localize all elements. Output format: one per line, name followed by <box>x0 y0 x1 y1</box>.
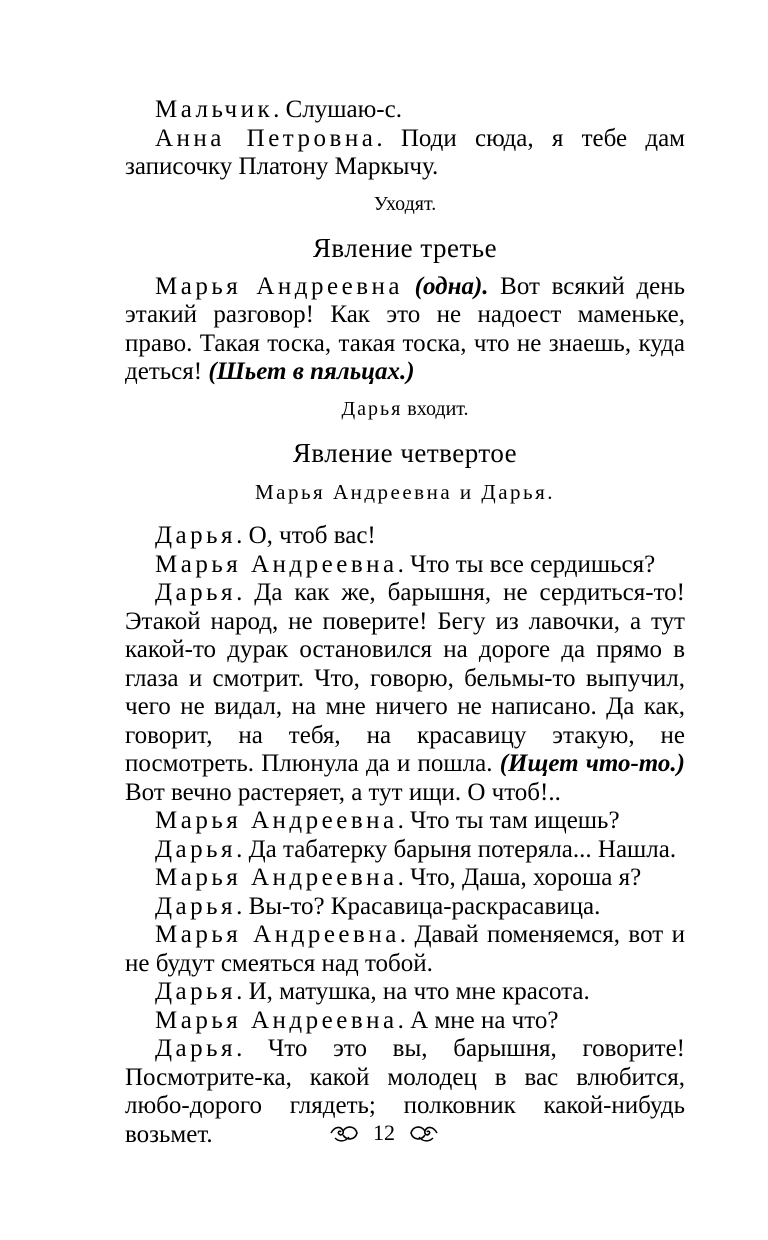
speaker: Дарья <box>155 892 237 920</box>
speaker: Дарья <box>155 579 237 606</box>
line-2 <box>125 125 685 182</box>
replica: . Поди сюда, я тебе дам записочку Платону Маркычу. <box>125 124 685 180</box>
replica: . Что это вы, барышня, говорите! Посмотрите-ка, какой молодец в вас влюбится, любо-дорого глядеть; полковник какой-нибудь возьмет. <box>125 1035 685 1148</box>
page-number: 12 <box>373 1120 395 1145</box>
ornament-icon <box>409 1122 439 1144</box>
speaker: Марья Андреевна <box>155 921 400 948</box>
replica: . Вы-то? Красавица-раскрасавица. <box>236 892 601 920</box>
replica: . Что ты все сердишься? <box>397 550 656 578</box>
stage-remark: (одна). <box>403 272 489 300</box>
replica: Вот всякий день этакий разговор! Как это не надоест маменьке, право. Такая тоска, такая тоска, что не знаешь, куда деться! <box>125 272 686 385</box>
stage-remark: (Шьет в пяльцах.) <box>208 358 415 385</box>
replica: . А мне на что? <box>397 1006 559 1034</box>
replica: . И, матушка, на что мне красота. <box>236 978 590 1005</box>
replica: Вот вечно растеряет, а тут ищи. О чтоб!.. <box>125 778 561 806</box>
line-8 <box>125 836 685 865</box>
speaker: Марья Андреевна <box>155 1006 398 1034</box>
speaker: Марья Андреевна <box>155 550 398 578</box>
speaker: Дарья <box>155 522 237 549</box>
speaker: Марья Андреевна <box>155 272 404 300</box>
replica: . Что ты там ищешь? <box>397 807 620 834</box>
scene-title: Явление четвертое <box>292 438 518 468</box>
line-1 <box>125 96 685 125</box>
line-7 <box>125 807 685 836</box>
scene-title: Явление третье <box>312 233 498 263</box>
line-11 <box>125 921 685 978</box>
replica: . Что, Даша, хороша я? <box>397 864 642 891</box>
replica: . Слушаю-с. <box>273 96 402 123</box>
ornament-icon <box>329 1122 359 1144</box>
line-6 <box>125 579 685 807</box>
stage-direction <box>125 395 685 424</box>
replica: . О, чтоб вас! <box>236 522 376 549</box>
line-9 <box>125 864 685 893</box>
page-footer <box>0 1120 768 1146</box>
line-10 <box>125 893 685 922</box>
line-13 <box>125 1007 685 1036</box>
replica: . Давай поменяемся, вот и не будут смеяться над тобой. <box>125 921 685 977</box>
page-text <box>125 96 685 1149</box>
speaker: Дарья <box>155 978 237 1005</box>
speaker: Марья Андреевна <box>155 864 398 891</box>
scene-persons: Марья Андреевна и Дарья. <box>254 479 556 504</box>
stage-person: Дарья <box>341 397 403 420</box>
line-12 <box>125 978 685 1007</box>
stage-remark: (Ищет что-то.) <box>499 750 685 777</box>
stage-direction: Уходят. <box>373 192 437 215</box>
line-5 <box>125 551 685 580</box>
stage-text: входит. <box>402 397 469 420</box>
replica: . Да табатерку барыня потеряла... Нашла. <box>236 835 677 863</box>
speaker: Анна Петровна <box>155 124 377 152</box>
line-4 <box>125 522 685 551</box>
speaker: Дарья <box>155 1035 237 1062</box>
speaker: Марья Андреевна <box>155 807 398 834</box>
speaker: Дарья <box>155 835 237 863</box>
line-3 <box>125 273 685 387</box>
replica: . Да как же, барышня, не сердиться-то! Этакой народ, не поверите! Бегу из лавочки, а тут какой-то дурак остановился на дороге да прямо в глаза и смотрит. Что, говорю, бельмы-то выпучил, чего не видал, на мне ничего не написано. Да как, говорит, на тебя, на красавицу этакую, не посмотреть. Плюнула да и пошла. <box>125 579 685 777</box>
speaker: Мальчик <box>155 96 274 123</box>
